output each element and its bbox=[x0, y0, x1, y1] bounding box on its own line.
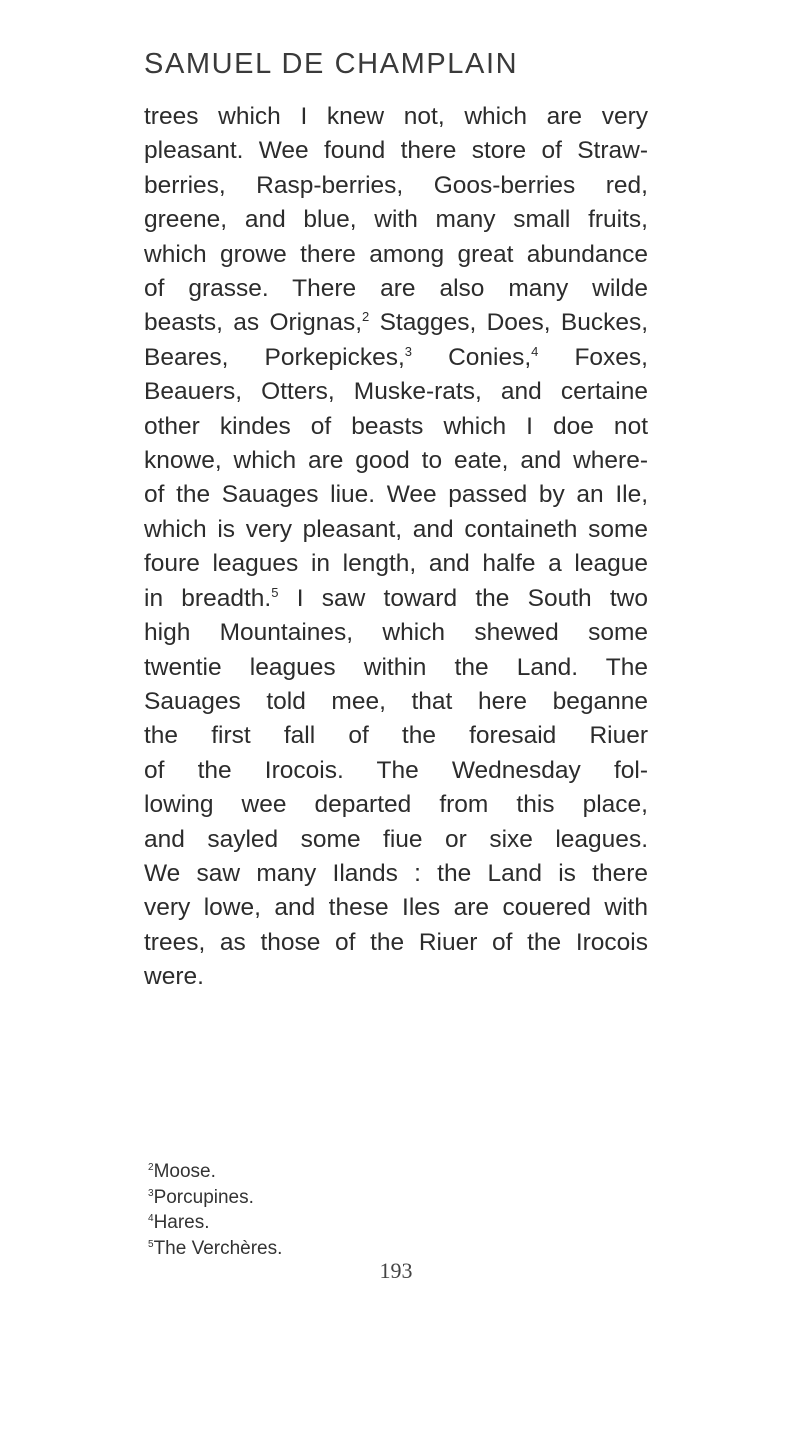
text-line bbox=[144, 238, 648, 272]
text-fragment: berries, Rasp-berries, Goos-berries red, bbox=[144, 171, 648, 199]
text-line bbox=[144, 306, 648, 340]
text-line bbox=[144, 169, 648, 203]
text-line bbox=[144, 582, 648, 616]
text-fragment: Conies, bbox=[412, 343, 532, 371]
footnote-mark: 5 bbox=[148, 1238, 154, 1250]
text-fragment: and sayled some fiue or sixe leagues. bbox=[144, 825, 648, 853]
text-line bbox=[144, 341, 648, 375]
text-line bbox=[144, 651, 648, 685]
footnote-text: The Verchères. bbox=[153, 1237, 283, 1259]
text-line bbox=[144, 926, 648, 960]
text-fragment: very lowe, and these Iles are couered with bbox=[144, 894, 648, 922]
footnote bbox=[148, 1210, 548, 1236]
text-line bbox=[144, 513, 648, 547]
text-fragment: of the Irocois. The Wednesday fol- bbox=[144, 756, 648, 784]
text-line bbox=[144, 685, 648, 719]
text-fragment: pleasant. Wee found there store of Straw- bbox=[144, 137, 648, 165]
footnote bbox=[148, 1159, 548, 1185]
text-fragment: of the Sauages liue. Wee passed by an Ile, bbox=[144, 481, 648, 509]
text-line bbox=[144, 547, 648, 581]
text-line bbox=[144, 891, 648, 925]
text-fragment: Foxes, bbox=[538, 343, 648, 371]
footnote-mark: 2 bbox=[148, 1162, 154, 1173]
text-fragment: trees, as those of the Riuer of the Irocois bbox=[144, 928, 648, 956]
running-head: SAMUEL DE CHAMPLAIN bbox=[144, 48, 519, 80]
text-fragment: of grasse. There are also many wilde bbox=[144, 275, 648, 303]
text-line bbox=[144, 960, 648, 994]
text-line bbox=[144, 719, 648, 753]
text-line bbox=[144, 375, 648, 409]
text-fragment: Beares, Porkepickes, bbox=[144, 343, 405, 371]
text-line bbox=[144, 823, 648, 857]
footnote-reference: 2 bbox=[362, 309, 370, 325]
text-fragment: trees which I knew not, which are very bbox=[144, 103, 648, 130]
footnote bbox=[148, 1185, 548, 1211]
footnote-mark: 3 bbox=[148, 1187, 154, 1199]
text-fragment: the first fall of the foresaid Riuer bbox=[144, 722, 648, 750]
text-fragment: Stagges, Does, Buckes, bbox=[369, 309, 649, 337]
text-fragment: lowing wee departed from this place, bbox=[144, 791, 648, 819]
text-fragment: greene, and blue, with many small fruits, bbox=[144, 206, 648, 234]
text-line bbox=[144, 100, 648, 134]
footnote-mark: 4 bbox=[148, 1213, 154, 1224]
text-line bbox=[144, 754, 648, 788]
text-fragment: Sauages told mee, that here beganne bbox=[144, 687, 648, 715]
text-fragment: which growe there among great abundance bbox=[144, 240, 648, 268]
body-paragraph bbox=[144, 100, 648, 995]
text-fragment: other kindes of beasts which I doe not bbox=[144, 412, 648, 440]
text-fragment: high Mountaines, which shewed some bbox=[144, 619, 648, 647]
text-line bbox=[144, 478, 648, 512]
footnotes bbox=[148, 1159, 548, 1261]
text-fragment: knowe, which are good to eate, and where- bbox=[144, 447, 648, 475]
text-line bbox=[144, 788, 648, 822]
footnote-text: Porcupines. bbox=[153, 1186, 254, 1208]
footnote-text: Hares. bbox=[153, 1212, 210, 1233]
text-line bbox=[144, 410, 648, 444]
text-fragment: beasts, as Orignas, bbox=[144, 309, 363, 337]
text-fragment: which is very pleasant, and containeth some bbox=[144, 515, 648, 543]
text-line bbox=[144, 272, 648, 306]
footnote-reference: 4 bbox=[531, 343, 539, 359]
text-fragment: in breadth. bbox=[144, 584, 272, 612]
text-line bbox=[144, 444, 648, 478]
page-number: 193 bbox=[379, 1258, 413, 1283]
text-fragment: I saw toward the South two bbox=[278, 584, 649, 612]
text-line bbox=[144, 203, 648, 237]
text-line bbox=[144, 857, 648, 891]
text-fragment: We saw many Ilands : the Land is there bbox=[144, 859, 648, 887]
text-line bbox=[144, 134, 648, 168]
footnote-text: Moose. bbox=[153, 1161, 216, 1182]
text-fragment: were. bbox=[144, 963, 204, 991]
text-fragment: foure leagues in length, and halfe a league bbox=[144, 550, 648, 578]
text-fragment: twentie leagues within the Land. The bbox=[144, 653, 648, 681]
footnote-reference: 3 bbox=[404, 343, 412, 359]
text-fragment: Beauers, Otters, Muske-rats, and certaine bbox=[144, 378, 648, 406]
text-line bbox=[144, 616, 648, 650]
footnote-reference: 5 bbox=[271, 584, 279, 600]
